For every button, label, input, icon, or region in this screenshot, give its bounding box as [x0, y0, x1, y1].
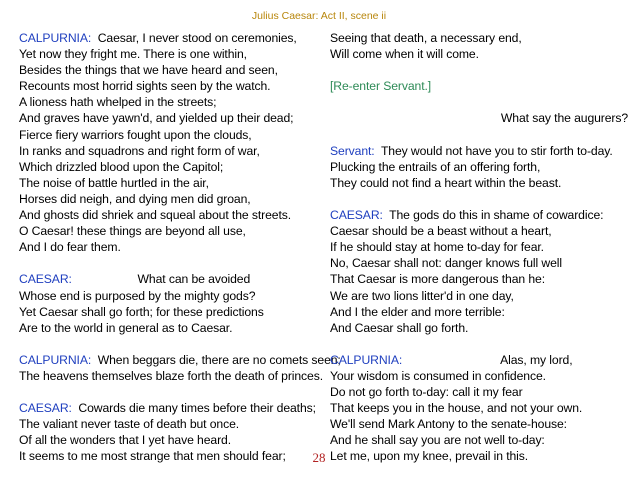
text-line	[330, 336, 635, 352]
verse-text: Yet Caesar shall go forth; for these predictions	[19, 304, 264, 319]
text-line	[330, 94, 635, 110]
text-line	[19, 288, 324, 304]
text-line	[330, 255, 635, 271]
page-header-title: Julius Caesar: Act II, scene ii	[251, 10, 387, 22]
verse-text: When beggars die, there are no comets seen;	[91, 352, 341, 367]
verse-text: Horses did neigh, and dying men did groan,	[19, 191, 251, 206]
verse-text: What say the augurers?	[330, 111, 629, 126]
text-line	[330, 143, 635, 159]
verse-text: Whose end is purposed by the mighty gods?	[19, 288, 256, 303]
verse-text: The heavens themselves blaze forth the death of princes.	[19, 368, 324, 383]
text-line	[330, 416, 635, 432]
text-line	[330, 191, 635, 207]
text-line	[19, 239, 324, 255]
verse-text: A lioness hath whelped in the streets;	[19, 95, 217, 110]
text-line	[330, 78, 635, 94]
text-line	[19, 336, 324, 352]
verse-text: Of all the wonders that I yet have heard.	[19, 433, 232, 448]
text-line	[330, 110, 635, 126]
text-line	[330, 159, 635, 175]
text-line	[330, 304, 635, 320]
text-line	[19, 352, 341, 368]
text-line	[330, 288, 635, 304]
verse-text: If he should stay at home to-day for fear.	[330, 240, 544, 255]
text-line	[330, 432, 635, 448]
verse-text: Recounts most horrid sights seen by the watch.	[19, 79, 271, 94]
verse-text: Plucking the entrails of an offering forth,	[330, 159, 541, 174]
verse-text: And graves have yawn'd, and yielded up their dead;	[19, 111, 294, 126]
verse-text: Caesar, I never stood on ceremonies,	[91, 31, 297, 45]
text-line	[19, 30, 324, 46]
speaker-name: CAESAR:	[330, 208, 383, 223]
verse-text: Are to the world in general as to Caesar.	[19, 320, 233, 335]
text-line	[19, 384, 324, 400]
speaker-name: Servant:	[330, 143, 375, 158]
text-line	[330, 400, 635, 416]
text-line	[19, 159, 324, 175]
text-line	[19, 46, 324, 62]
page-number: 28	[312, 450, 326, 465]
stage-direction: [Re-enter Servant.]	[330, 79, 432, 94]
verse-text: The noise of battle hurtled in the air,	[19, 175, 209, 190]
verse-text: No, Caesar shall not: danger knows full well	[330, 256, 563, 271]
verse-text: Do not go forth to-day: call it my fear	[330, 385, 523, 400]
text-line	[19, 191, 324, 207]
verse-text: We'll send Mark Antony to the senate-house:	[330, 417, 567, 432]
speaker-name: CALPURNIA:	[19, 31, 92, 45]
verse-text: Your wisdom is consumed in confidence.	[330, 368, 546, 383]
text-line	[19, 271, 324, 287]
verse-text: Cowards die many times before their deaths;	[71, 401, 316, 416]
text-line	[19, 175, 324, 191]
text-line	[19, 304, 324, 320]
text-line	[330, 207, 635, 223]
text-line	[19, 255, 324, 271]
text-line	[330, 271, 635, 287]
verse-text: Besides the things that we have heard and seen,	[19, 63, 278, 78]
text-line	[19, 127, 324, 143]
verse-text: Yet now they fright me. There is one within,	[19, 47, 247, 62]
verse-text: What can be avoided	[71, 272, 251, 287]
text-line	[330, 239, 635, 255]
text-line	[19, 207, 324, 223]
verse-text: The valiant never taste of death but once.	[19, 417, 240, 432]
verse-text: O Caesar! these things are beyond all use,	[19, 224, 246, 239]
speaker-name: CALPURNIA:	[19, 352, 92, 367]
text-line	[330, 223, 635, 239]
text-line	[330, 127, 635, 143]
verse-text: And he shall say you are not well to-day:	[330, 433, 545, 448]
verse-text: Fierce fiery warriors fought upon the clouds,	[19, 127, 252, 142]
text-line	[330, 62, 635, 78]
verse-text: They would not have you to stir forth to-day.	[374, 143, 613, 158]
verse-text: Which drizzled blood upon the Capitol;	[19, 159, 224, 174]
verse-text: Seeing that death, a necessary end,	[330, 31, 522, 45]
verse-text: And I the elder and more terrible:	[330, 304, 505, 319]
text-line	[19, 416, 324, 432]
text-line	[19, 62, 324, 78]
verse-text: They could not find a heart within the beast.	[330, 175, 562, 190]
verse-text: Will come when it will come.	[330, 47, 479, 62]
speaker-name: CALPURNIA:	[330, 352, 403, 367]
verse-text: That Caesar is more dangerous than he:	[330, 272, 546, 287]
verse-text: And ghosts did shriek and squeal about the streets.	[19, 208, 292, 223]
text-line	[330, 320, 635, 336]
text-line	[19, 223, 324, 239]
left-text-column	[19, 30, 341, 465]
text-line	[330, 175, 635, 191]
verse-text: Let me, upon my knee, prevail in this.	[330, 449, 529, 464]
text-line	[330, 46, 635, 62]
text-line	[19, 368, 324, 384]
speaker-name: CAESAR:	[19, 401, 72, 416]
speaker-name: CAESAR:	[19, 272, 72, 287]
verse-text: Alas, my lord,	[402, 352, 573, 367]
text-line	[330, 352, 635, 368]
text-line	[19, 110, 324, 126]
verse-text: It seems to me most strange that men should fear;	[19, 449, 286, 464]
text-line	[19, 320, 324, 336]
verse-text: That keeps you in the house, and not your own.	[330, 401, 583, 416]
text-line	[19, 432, 324, 448]
verse-text: And Caesar shall go forth.	[330, 320, 469, 335]
right-text-column	[330, 30, 635, 465]
text-line	[330, 384, 635, 400]
text-line	[19, 78, 324, 94]
verse-text: In ranks and squadrons and right form of war,	[19, 143, 260, 158]
text-line	[19, 400, 324, 416]
text-line	[330, 30, 635, 46]
verse-text: And I do fear them.	[19, 240, 121, 255]
verse-text: The gods do this in shame of cowardice:	[382, 208, 604, 223]
text-line	[330, 368, 635, 384]
text-line	[19, 143, 324, 159]
verse-text: Caesar should be a beast without a heart,	[330, 224, 552, 239]
verse-text: We are two lions litter'd in one day,	[330, 288, 514, 303]
text-line	[19, 94, 324, 110]
